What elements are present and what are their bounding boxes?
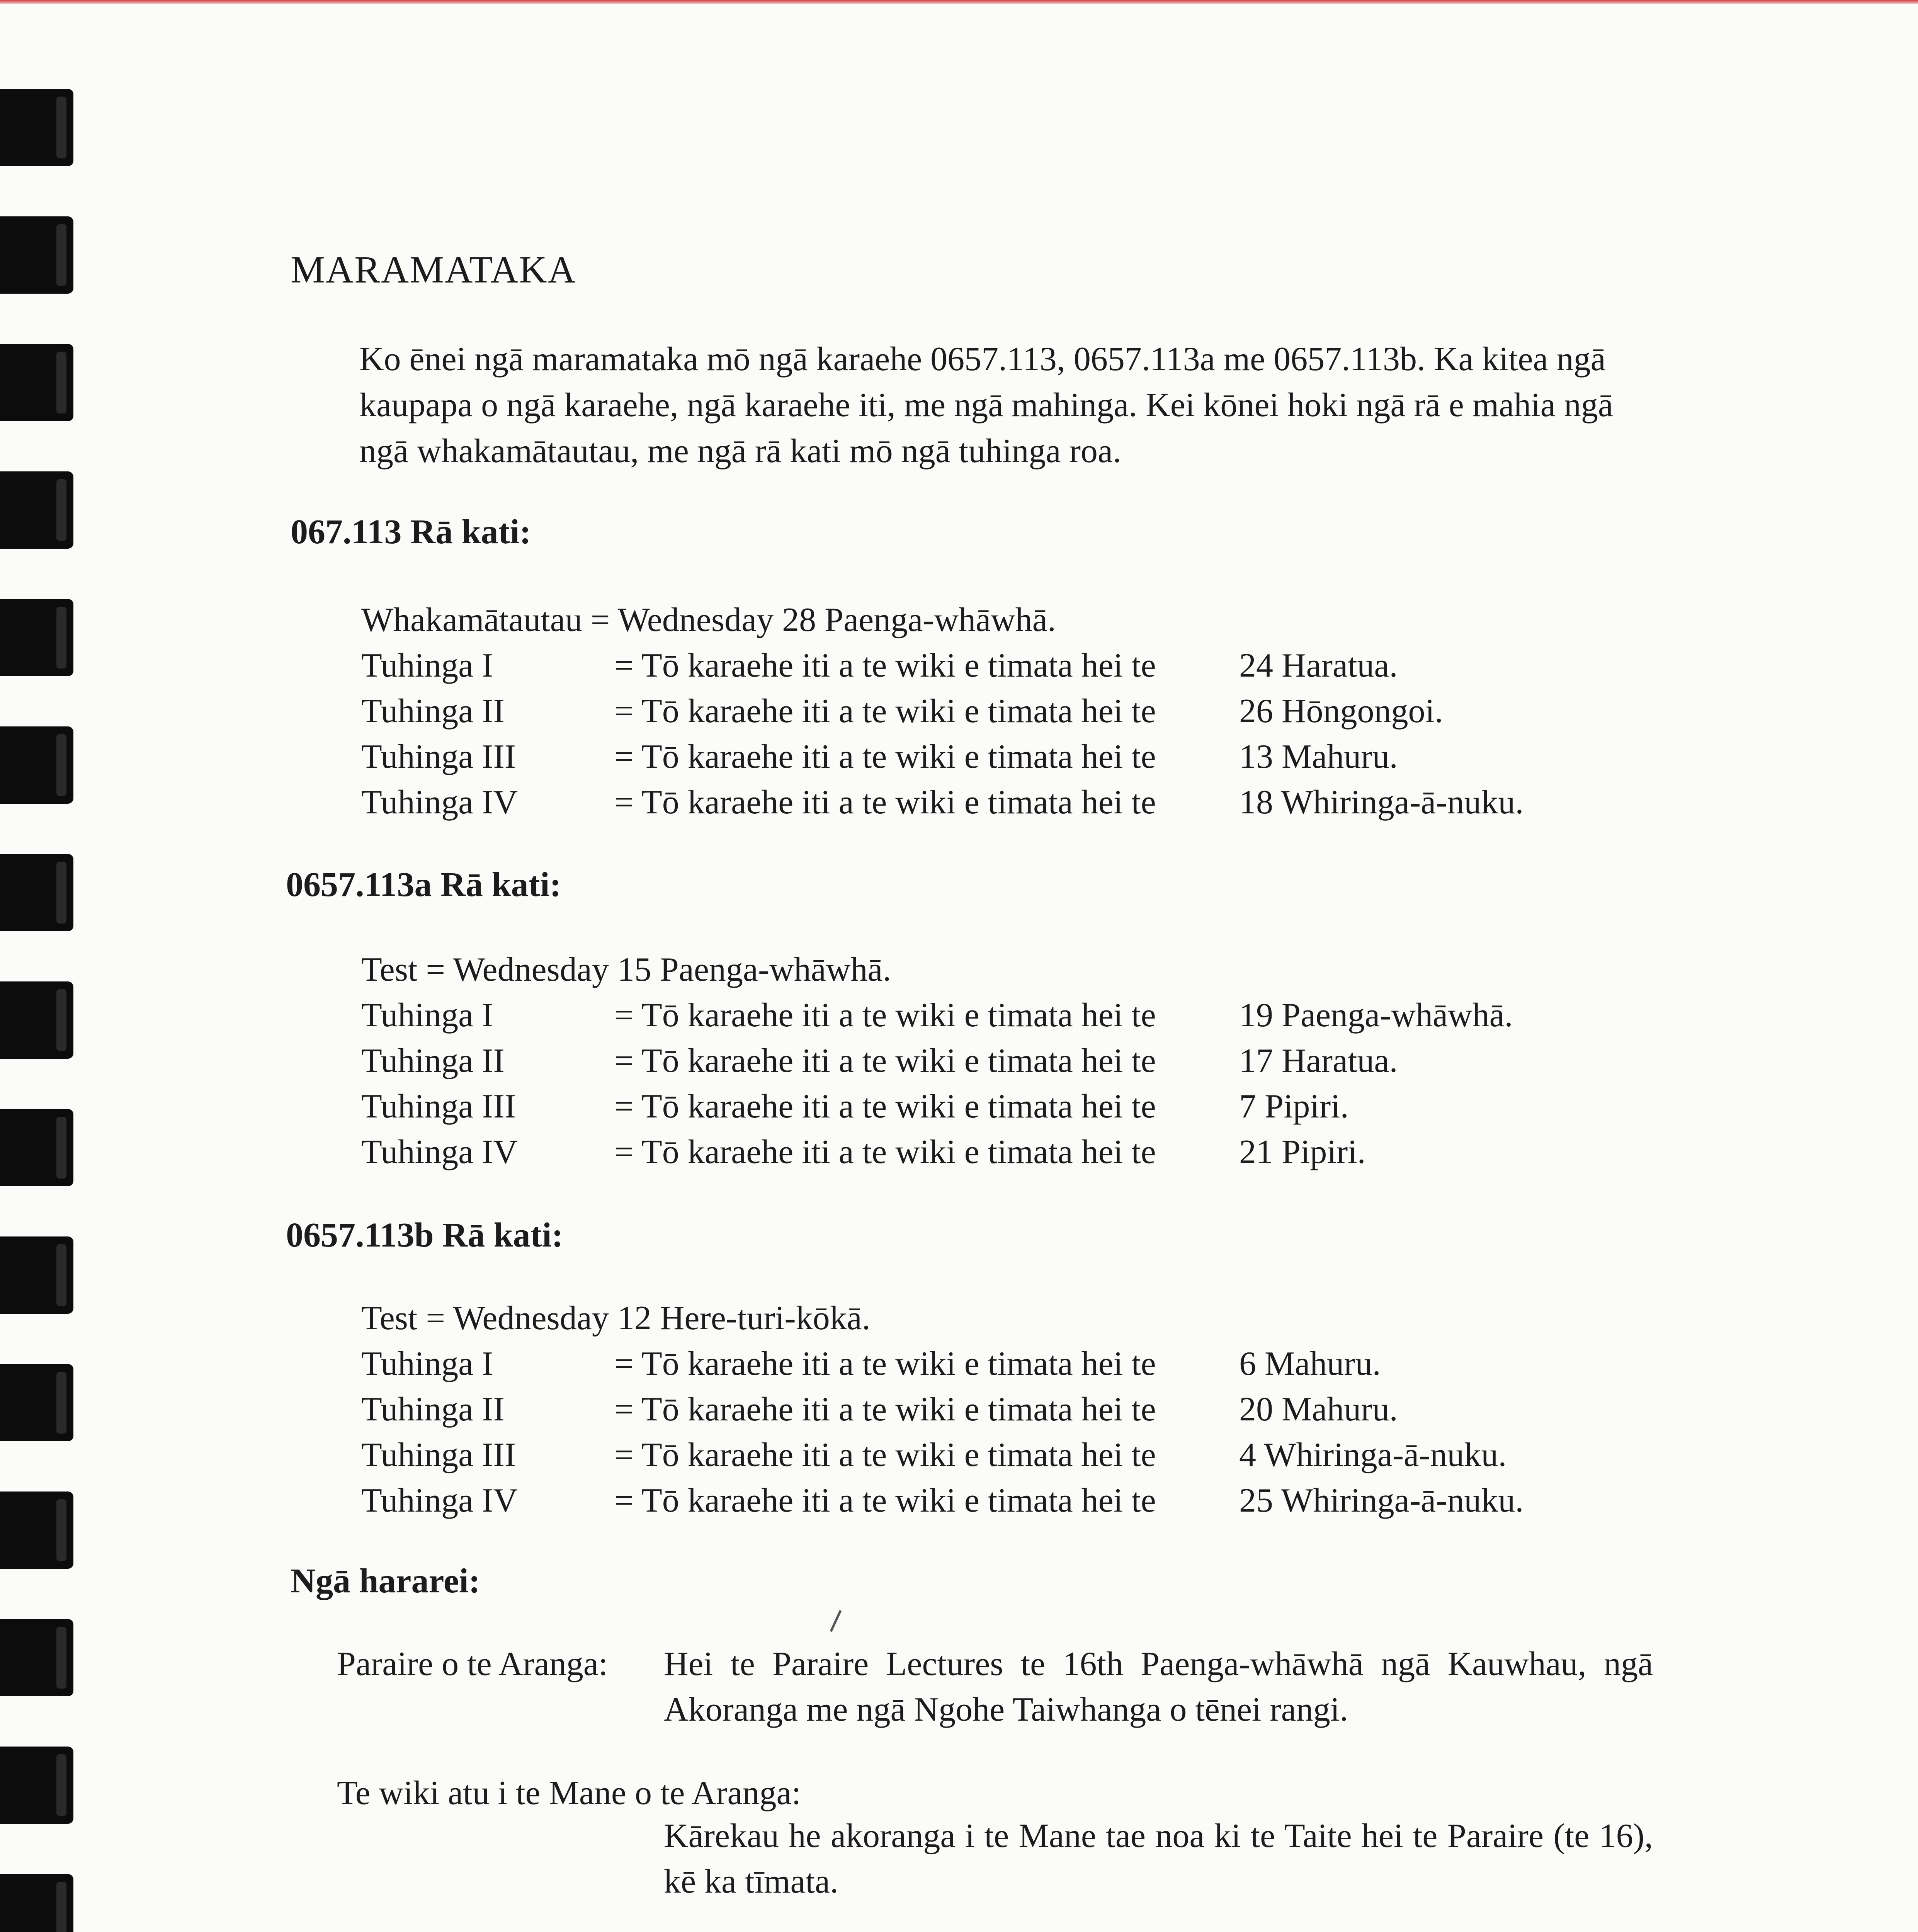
test-text: Test = Wednesday 15 Paenga-whāwhā. [361,951,891,988]
holidays-heading: Ngā hararei: [291,1562,480,1600]
holiday-body: Kārekau he akoranga i te Mane tae noa ki te Taite hei te Paraire (te 16), kē ka tīmata. [664,1817,1653,1900]
row-text: = Tō karaehe iti a te wiki e timata hei te [614,1436,1156,1474]
pencil-mark [830,1610,842,1632]
row-date: 20 Mahuru. [1239,1391,1398,1428]
row-text: = Tō karaehe iti a te wiki e timata hei te [614,692,1156,730]
row-date: 21 Pipiri. [1239,1133,1366,1171]
row-date: 19 Paenga-whāwhā. [1239,997,1513,1034]
binding-ring [0,1492,73,1569]
row-text: = Tō karaehe iti a te wiki e timata hei te [614,997,1156,1034]
row-label: Tuhinga III [361,1436,516,1474]
binding-ring [0,1236,73,1314]
row-date: 13 Mahuru. [1239,738,1398,776]
binding-ring [0,1874,73,1932]
holiday-label: Paraire o te Aranga: [337,1645,608,1683]
binding-ring [0,344,73,421]
binding-ring [0,1619,73,1696]
row-text: = Tō karaehe iti a te wiki e timata hei te [614,1133,1156,1171]
row-date: 24 Haratua. [1239,647,1398,684]
page-title: MARAMATAKA [291,248,576,291]
binding-ring [0,216,73,294]
row-date: 4 Whiringa-ā-nuku. [1239,1436,1507,1474]
section-heading-067-113: 067.113 Rā kati: [291,513,531,551]
row-date: 6 Mahuru. [1239,1345,1381,1383]
page-top-edge [0,0,1918,4]
row-date: 7 Pipiri. [1239,1088,1349,1125]
row-label: Tuhinga II [361,1391,505,1428]
row-text: = Tō karaehe iti a te wiki e timata hei te [614,1088,1156,1125]
row-text: = Tō karaehe iti a te wiki e timata hei te [614,647,1156,684]
row-label: Tuhinga II [361,692,505,730]
row-label: Tuhinga IV [361,1133,518,1171]
test-text: Whakamātautau = Wednesday 28 Paenga-whāwhā. [361,601,1056,639]
row-label: Tuhinga III [361,1088,516,1125]
row-label: Tuhinga II [361,1042,505,1080]
spiral-binding [0,0,89,1932]
holiday-body: Hei te Paraire Lectures te 16th Paenga-whāwhā ngā Kauwhau, ngā Akoranga me ngā Ngohe Taiwhanga o tēnei rangi. [664,1645,1653,1728]
intro-paragraph: Ko ēnei ngā maramataka mō ngā karaehe 0657.113, 0657.113a me 0657.113b. Ka kitea ngā kaupapa o ngā karaehe, ngā karaehe iti, me ngā mahinga. Kei kōnei hoki ngā rā e mahia ngā ngā whakamātautau, me ngā rā kati mō ngā tuhinga roa. [359,340,1613,470]
section-heading-0657-113a: 0657.113a Rā kati: [286,866,561,904]
row-label: Tuhinga IV [361,784,518,821]
binding-ring [0,726,73,804]
binding-ring [0,1109,73,1186]
row-label: Tuhinga IV [361,1482,518,1519]
row-label: Tuhinga I [361,647,493,684]
section-heading-0657-113b: 0657.113b Rā kati: [286,1216,563,1254]
row-date: 17 Haratua. [1239,1042,1398,1080]
binding-ring [0,471,73,549]
binding-ring [0,1747,73,1824]
binding-ring [0,1364,73,1441]
binding-ring [0,854,73,931]
row-label: Tuhinga III [361,738,516,776]
row-text: = Tō karaehe iti a te wiki e timata hei te [614,738,1156,776]
row-label: Tuhinga I [361,1345,493,1383]
row-label: Tuhinga I [361,997,493,1034]
row-text: = Tō karaehe iti a te wiki e timata hei te [614,1345,1156,1383]
row-date: 26 Hōngongoi. [1239,692,1443,730]
row-text: = Tō karaehe iti a te wiki e timata hei te [614,1482,1156,1519]
holiday-label: Te wiki atu i te Mane o te Aranga: [337,1774,801,1812]
binding-ring [0,89,73,166]
row-date: 18 Whiringa-ā-nuku. [1239,784,1524,821]
row-text: = Tō karaehe iti a te wiki e timata hei te [614,784,1156,821]
binding-ring [0,599,73,676]
row-text: = Tō karaehe iti a te wiki e timata hei te [614,1042,1156,1080]
binding-ring [0,981,73,1059]
row-text: = Tō karaehe iti a te wiki e timata hei te [614,1391,1156,1428]
test-text: Test = Wednesday 12 Here-turi-kōkā. [361,1299,871,1337]
row-date: 25 Whiringa-ā-nuku. [1239,1482,1524,1519]
